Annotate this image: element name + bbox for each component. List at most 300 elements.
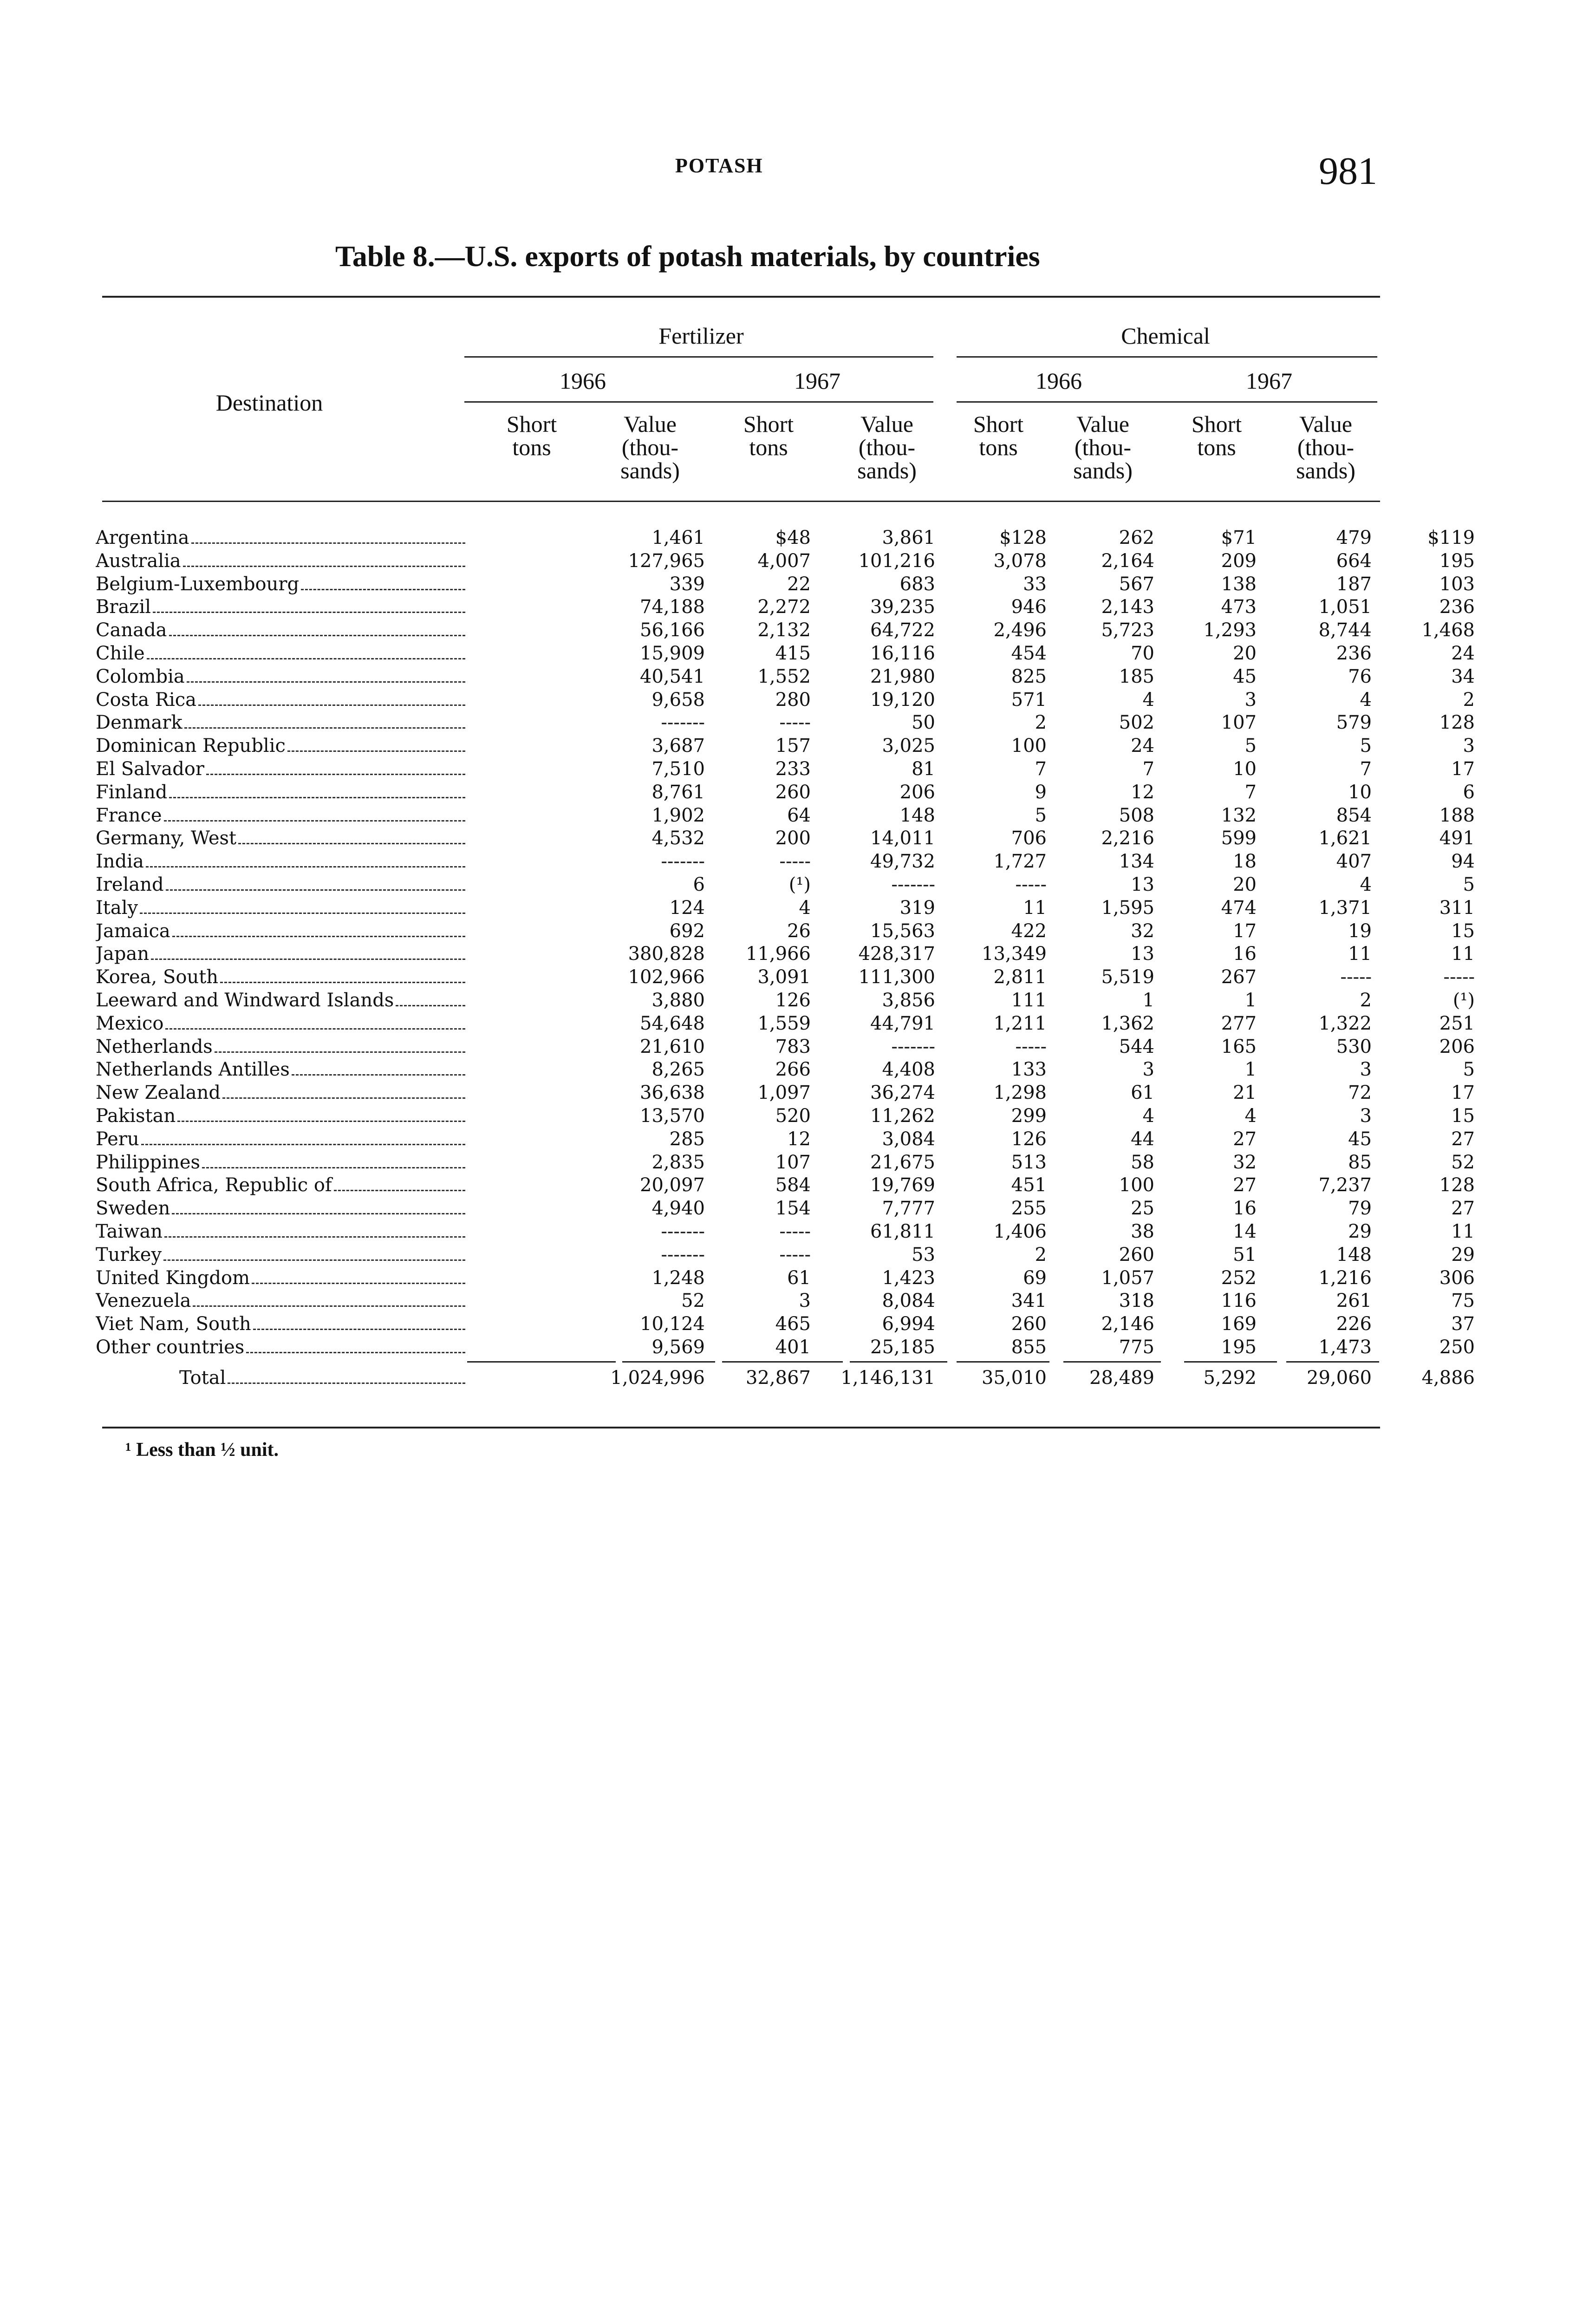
value-cell: 100 (1011, 735, 1047, 757)
value-cell: 69 (1023, 1267, 1047, 1289)
value-cell: 2 (1463, 689, 1475, 711)
leader-dots (215, 1051, 465, 1053)
value-cell: 4 (1142, 689, 1154, 711)
destination-label: Canada (96, 620, 167, 641)
value-cell: 1,248 (651, 1267, 705, 1289)
value-cell: 11 (1451, 943, 1475, 965)
value-cell: 3 (799, 1290, 811, 1312)
value-cell: 4,886 (1421, 1367, 1475, 1389)
destination-cell (96, 1220, 467, 1244)
value-cell: 318 (1119, 1290, 1154, 1312)
value-cell: 1,468 (1421, 620, 1475, 641)
year-header-fert-1967: 1967 (794, 368, 840, 394)
value-cell: 401 (775, 1336, 811, 1358)
value-cell: 103 (1439, 573, 1475, 595)
total-rule-fert-1966-value (622, 1361, 715, 1363)
value-cell: 2,272 (757, 596, 811, 618)
destination-cell (96, 735, 467, 758)
value-cell: 36,274 (870, 1082, 935, 1104)
leader-dots (246, 1352, 465, 1353)
destination-label: Leeward and Windward Islands (96, 989, 394, 1011)
value-cell: 107 (775, 1151, 811, 1173)
value-cell: 454 (1011, 642, 1047, 664)
value-cell: 39,235 (870, 596, 935, 618)
value-cell: 1,371 (1318, 897, 1372, 919)
value-cell: 36,638 (640, 1082, 705, 1104)
value-cell: 38 (1131, 1220, 1154, 1242)
destination-cell (96, 1244, 467, 1267)
destination-label: Peru (96, 1128, 139, 1150)
fert-year-rule (464, 401, 933, 403)
destination-cell (96, 1359, 467, 1396)
value-cell: 32 (1233, 1151, 1257, 1173)
value-cell: 81 (912, 758, 935, 780)
group-header-fertilizer: Fertilizer (658, 323, 744, 349)
value-cell: 1,902 (651, 804, 705, 826)
table-row (96, 1058, 1475, 1082)
destination-label: Pakistan (96, 1105, 176, 1127)
value-cell: 85 (1348, 1151, 1372, 1173)
value-cell: 72 (1348, 1082, 1372, 1104)
destination-label: Japan (96, 943, 150, 965)
destination-label: India (96, 851, 144, 873)
destination-label: Dominican Republic (96, 735, 286, 757)
value-cell: 4 (799, 897, 811, 919)
running-head: POTASH (675, 154, 763, 177)
value-cell: 14,011 (870, 828, 935, 849)
value-cell: 61 (1131, 1082, 1154, 1104)
value-cell: 250 (1439, 1336, 1475, 1358)
destination-cell (96, 1036, 467, 1059)
value-cell: 1,406 (993, 1220, 1047, 1242)
value-cell: 49,732 (870, 851, 935, 873)
destination-cell (96, 897, 467, 920)
value-cell: 262 (1119, 527, 1154, 548)
leader-dots (172, 936, 465, 937)
value-cell: ----- (1015, 874, 1047, 895)
destination-cell (96, 943, 467, 966)
value-cell: 280 (775, 689, 811, 711)
value-cell: 32 (1131, 920, 1154, 942)
value-cell: 27 (1233, 1128, 1257, 1150)
value-cell: 44 (1131, 1128, 1154, 1150)
value-cell: 5,723 (1101, 620, 1154, 641)
value-cell: 33 (1023, 573, 1047, 595)
destination-cell (96, 1313, 467, 1336)
destination-cell (96, 1267, 467, 1290)
value-cell: 8,761 (651, 781, 705, 803)
value-cell: 3,861 (882, 527, 935, 548)
value-cell: 29 (1451, 1244, 1475, 1265)
value-cell: 75 (1451, 1290, 1475, 1312)
value-cell: 148 (899, 804, 935, 826)
value-cell: 1,727 (993, 851, 1047, 873)
value-cell: 32,867 (746, 1367, 811, 1389)
destination-label: Brazil (96, 596, 151, 618)
destination-label: Turkey (96, 1244, 162, 1265)
value-cell: 154 (775, 1198, 811, 1220)
value-cell: 34 (1451, 665, 1475, 687)
value-cell: 260 (1011, 1313, 1047, 1335)
table-title: Table 8.—U.S. exports of potash materials, by countries (335, 240, 1040, 273)
group-header-chemical: Chemical (1121, 323, 1210, 349)
value-cell: 855 (1011, 1336, 1047, 1358)
value-cell: 53 (912, 1244, 935, 1265)
total-rule-chem-1967-value (1286, 1361, 1379, 1363)
col-head-fert-1966-tons: Short tons (506, 411, 557, 460)
value-cell: 195 (1439, 550, 1475, 572)
destination-cell (96, 920, 467, 943)
value-cell: 285 (669, 1128, 705, 1150)
col-head-chem-1966-value: Value (thou- sands) (1073, 411, 1133, 483)
leader-dots (166, 889, 465, 891)
destination-cell (96, 1082, 467, 1105)
value-cell: 2,164 (1101, 550, 1154, 572)
value-cell: 8,265 (651, 1059, 705, 1081)
value-cell: 5 (1463, 874, 1475, 895)
value-cell: 1,559 (757, 1012, 811, 1034)
value-cell: 2,143 (1101, 596, 1154, 618)
value-cell: 138 (1221, 573, 1257, 595)
value-cell: 474 (1221, 897, 1257, 919)
value-cell: 465 (775, 1313, 811, 1335)
value-cell: 8,744 (1318, 620, 1372, 641)
value-cell: 206 (899, 781, 935, 803)
destination-cell (96, 665, 467, 689)
destination-cell (96, 1128, 467, 1151)
value-cell: 13,349 (982, 943, 1047, 965)
leader-dots (169, 635, 465, 636)
value-cell: 1,595 (1101, 897, 1154, 919)
table-row (96, 874, 1475, 897)
table-row (96, 827, 1475, 850)
value-cell: 18 (1233, 851, 1257, 873)
value-cell: 61,811 (870, 1220, 935, 1242)
leader-dots (165, 1028, 465, 1030)
value-cell: ------- (891, 874, 935, 895)
value-cell: 4,007 (757, 550, 811, 572)
value-cell: 530 (1336, 1036, 1372, 1057)
value-cell: 94 (1451, 851, 1475, 873)
value-cell: 775 (1119, 1336, 1154, 1358)
destination-label: Chile (96, 642, 145, 664)
value-cell: 1,024,996 (610, 1367, 705, 1389)
leader-dots (164, 1236, 465, 1238)
value-cell: 11,262 (870, 1105, 935, 1127)
destination-label: Total (179, 1367, 226, 1389)
value-cell: 3 (1360, 1059, 1372, 1081)
value-cell: 64,722 (870, 620, 935, 641)
value-cell: 255 (1011, 1198, 1047, 1220)
destination-label: Sweden (96, 1198, 170, 1220)
leader-dots (164, 820, 465, 822)
value-cell: 3 (1142, 1059, 1154, 1081)
leader-dots (193, 1305, 465, 1307)
destination-cell (96, 619, 467, 642)
value-cell: 3,078 (993, 550, 1047, 572)
value-cell: 70 (1131, 642, 1154, 664)
destination-cell (96, 1174, 467, 1197)
value-cell: 3,856 (882, 989, 935, 1011)
table-row (96, 1128, 1475, 1151)
destination-cell (96, 1012, 467, 1036)
value-cell: 126 (775, 989, 811, 1011)
value-cell: ----- (779, 1220, 811, 1242)
leader-dots (147, 658, 465, 659)
value-cell: 261 (1336, 1290, 1372, 1312)
value-cell: 76 (1348, 665, 1372, 687)
table-row (96, 1151, 1475, 1174)
value-cell: 16,116 (870, 642, 935, 664)
value-cell: 25 (1131, 1198, 1154, 1220)
destination-label: Venezuela (96, 1290, 191, 1312)
value-cell: 21,675 (870, 1151, 935, 1173)
value-cell: 2,216 (1101, 828, 1154, 849)
value-cell: 9,658 (651, 689, 705, 711)
table-row (96, 665, 1475, 689)
value-cell: 946 (1011, 596, 1047, 618)
value-cell: 267 (1221, 966, 1257, 988)
table-row (96, 711, 1475, 735)
value-cell: 9,569 (651, 1336, 705, 1358)
value-cell: 825 (1011, 665, 1047, 687)
table-row (96, 1036, 1475, 1059)
value-cell: 339 (669, 573, 705, 595)
value-cell: 20 (1233, 642, 1257, 664)
value-cell: 24 (1451, 642, 1475, 664)
value-cell: 13 (1131, 943, 1154, 965)
value-cell: 29,060 (1307, 1367, 1372, 1389)
value-cell: 3,687 (651, 735, 705, 757)
value-cell: 128 (1439, 1174, 1475, 1196)
destination-label: Netherlands (96, 1036, 213, 1057)
destination-cell (96, 1151, 467, 1174)
leader-dots (287, 750, 465, 752)
value-cell: 1,362 (1101, 1012, 1154, 1034)
value-cell: 3 (1244, 689, 1257, 711)
footnote: ¹ Less than ½ unit. (125, 1439, 279, 1461)
destination-cell (96, 596, 467, 619)
value-cell: 2,835 (651, 1151, 705, 1173)
value-cell: 341 (1011, 1290, 1047, 1312)
year-header-chem-1967: 1967 (1246, 368, 1292, 394)
value-cell: 1,423 (882, 1267, 935, 1289)
value-cell: 5,292 (1203, 1367, 1257, 1389)
value-cell: 233 (775, 758, 811, 780)
value-cell: 428,317 (858, 943, 935, 965)
value-cell: 415 (775, 642, 811, 664)
leader-dots (396, 1005, 465, 1006)
value-cell: ----- (1015, 1036, 1047, 1057)
value-cell: 2 (1360, 989, 1372, 1011)
value-cell: 260 (1119, 1244, 1154, 1265)
value-cell: 21,610 (640, 1036, 705, 1057)
leader-dots (198, 704, 465, 706)
value-cell: 3,025 (882, 735, 935, 757)
leader-dots (228, 1383, 465, 1384)
value-cell: 11 (1348, 943, 1372, 965)
leader-dots (252, 1283, 465, 1284)
value-cell: $128 (999, 527, 1047, 548)
value-cell: ------- (661, 1244, 705, 1265)
value-cell: 6 (693, 874, 705, 895)
value-cell: 2 (1035, 712, 1047, 734)
destination-label: Taiwan (96, 1220, 163, 1242)
value-cell: 14 (1233, 1220, 1257, 1242)
destination-label: Belgium-Luxembourg (96, 573, 300, 595)
leader-dots (301, 589, 465, 590)
table-row (96, 1220, 1475, 1244)
value-cell: 7,510 (651, 758, 705, 780)
value-cell: 11 (1023, 897, 1047, 919)
value-cell: 6,994 (882, 1313, 935, 1335)
value-cell: 12 (787, 1128, 811, 1150)
value-cell: 6 (1463, 781, 1475, 803)
value-cell: 165 (1221, 1036, 1257, 1057)
value-cell: 107 (1221, 712, 1257, 734)
destination-cell (96, 966, 467, 989)
leader-dots (172, 1213, 465, 1214)
value-cell: 101,216 (858, 550, 935, 572)
value-cell: 10,124 (640, 1313, 705, 1335)
value-cell: 1,211 (993, 1012, 1047, 1034)
table-row (96, 689, 1475, 712)
value-cell: 127,965 (628, 550, 705, 572)
value-cell: 50 (912, 712, 935, 734)
value-cell: 5 (1244, 735, 1257, 757)
page-number: 981 (1319, 150, 1377, 193)
value-cell: 134 (1119, 851, 1154, 873)
value-cell: ------- (891, 1036, 935, 1057)
value-cell: 584 (775, 1174, 811, 1196)
destination-label: United Kingdom (96, 1267, 250, 1289)
destination-cell (96, 527, 467, 550)
table-row (96, 1012, 1475, 1036)
leader-dots (177, 1121, 465, 1122)
value-cell: 132 (1221, 804, 1257, 826)
value-cell: 579 (1336, 712, 1372, 734)
destination-cell (96, 1336, 467, 1359)
destination-cell (96, 1105, 467, 1128)
value-cell: 1,322 (1318, 1012, 1372, 1034)
destination-label: Italy (96, 897, 138, 919)
value-cell: 407 (1336, 851, 1372, 873)
value-cell: 7 (1035, 758, 1047, 780)
value-cell: 16 (1233, 943, 1257, 965)
value-cell: 7,237 (1318, 1174, 1372, 1196)
value-cell: 11 (1451, 1220, 1475, 1242)
table-row (96, 527, 1475, 550)
value-cell: 3 (1360, 1105, 1372, 1127)
destination-cell (96, 550, 467, 573)
value-cell: 27 (1233, 1174, 1257, 1196)
destination-cell (96, 689, 467, 712)
value-cell: 45 (1348, 1128, 1372, 1150)
value-cell: 17 (1451, 758, 1475, 780)
value-cell: 502 (1119, 712, 1154, 734)
value-cell: 15,909 (640, 642, 705, 664)
value-cell: 35,010 (982, 1367, 1047, 1389)
value-cell: 54,648 (640, 1012, 705, 1034)
value-cell: 520 (775, 1105, 811, 1127)
leader-dots (183, 566, 465, 567)
value-cell: 206 (1439, 1036, 1475, 1057)
value-cell: 2 (1035, 1244, 1047, 1265)
table-row (96, 1174, 1475, 1197)
leader-dots (153, 612, 465, 613)
value-cell: 1,461 (651, 527, 705, 548)
value-cell: $119 (1427, 527, 1475, 548)
destination-label: Argentina (96, 527, 189, 548)
value-cell: 4 (1244, 1105, 1257, 1127)
leader-dots (206, 774, 465, 775)
value-cell: 21 (1233, 1082, 1257, 1104)
destination-label: Denmark (96, 712, 182, 734)
value-cell: 52 (681, 1290, 705, 1312)
value-cell: 11,966 (746, 943, 811, 965)
value-cell: 185 (1119, 665, 1154, 687)
value-cell: 13 (1131, 874, 1154, 895)
table-body (96, 527, 1475, 1396)
value-cell: 15 (1451, 920, 1475, 942)
value-cell: 706 (1011, 828, 1047, 849)
header-bottom-rule (102, 501, 1380, 502)
value-cell: 12 (1131, 781, 1154, 803)
table-row (96, 1197, 1475, 1220)
value-cell: 21,980 (870, 665, 935, 687)
leader-dots (146, 866, 465, 867)
value-cell: 599 (1221, 828, 1257, 849)
value-cell: $48 (775, 527, 811, 548)
total-rule-fert-1967-value (850, 1361, 947, 1363)
leader-dots (220, 982, 465, 983)
value-cell: 128 (1439, 712, 1475, 734)
value-cell: 61 (787, 1267, 811, 1289)
table-row (96, 550, 1475, 573)
exports-table (96, 527, 1475, 1396)
chemical-group-rule (957, 356, 1377, 358)
value-cell: (¹) (788, 874, 811, 895)
total-rule-fert-1966 (467, 1361, 616, 1363)
value-cell: 74,188 (640, 596, 705, 618)
value-cell: $71 (1221, 527, 1257, 548)
destination-cell (96, 1197, 467, 1220)
value-cell: 692 (669, 920, 705, 942)
value-cell: 1,552 (757, 665, 811, 687)
value-cell: 102,966 (628, 966, 705, 988)
value-cell: 56,166 (640, 620, 705, 641)
value-cell: 25,185 (870, 1336, 935, 1358)
table-row (96, 1267, 1475, 1290)
leader-dots (253, 1329, 465, 1330)
value-cell: 1 (1244, 989, 1257, 1011)
value-cell: 51 (1233, 1244, 1257, 1265)
value-cell: 277 (1221, 1012, 1257, 1034)
value-cell: 15 (1451, 1105, 1475, 1127)
col-head-fert-1967-tons: Short tons (743, 411, 794, 460)
table-row (96, 1082, 1475, 1105)
value-cell: 252 (1221, 1267, 1257, 1289)
leader-dots (187, 681, 465, 683)
leader-dots (141, 1144, 465, 1145)
chem-year-rule (957, 401, 1377, 403)
value-cell: 2,146 (1101, 1313, 1154, 1335)
value-cell: (¹) (1453, 989, 1475, 1011)
total-rule-chem-1966 (957, 1361, 1049, 1363)
value-cell: 1,473 (1318, 1336, 1372, 1358)
destination-label: Germany, West (96, 828, 237, 849)
value-cell: 491 (1439, 828, 1475, 849)
